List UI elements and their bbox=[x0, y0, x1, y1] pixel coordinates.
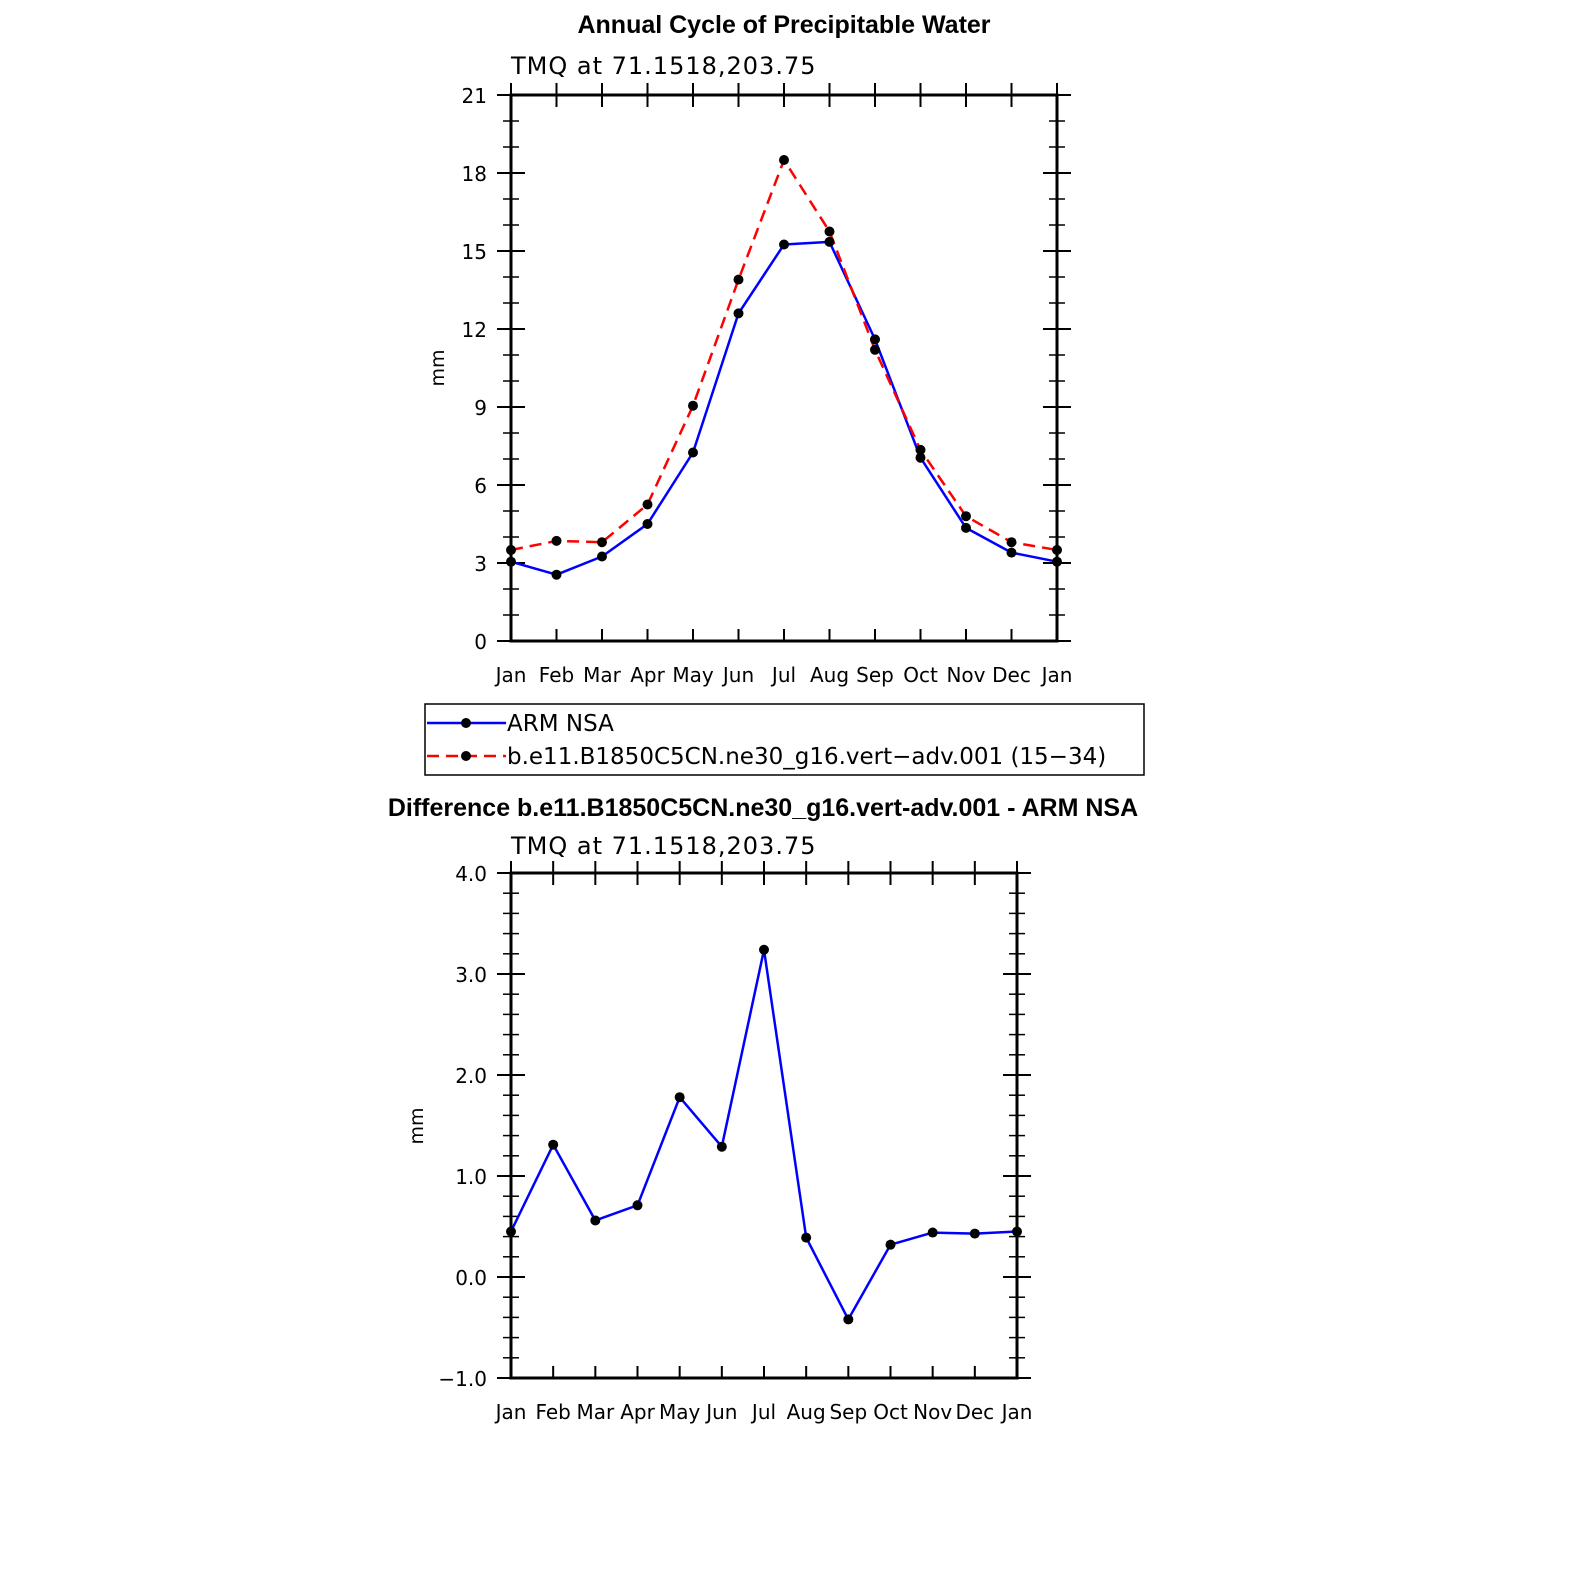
legend-label-model: b.e11.B1850C5CN.ne30_g16.vert−adv.001 (15−34) bbox=[507, 744, 1107, 770]
series-0-point bbox=[1007, 548, 1017, 558]
legend-label-arm-nsa: ARM NSA bbox=[507, 711, 614, 737]
x-tick-label: Sep bbox=[856, 663, 894, 687]
x-tick-label: Mar bbox=[576, 1400, 615, 1424]
series-0-point bbox=[759, 945, 769, 955]
plot-series bbox=[506, 945, 1022, 1325]
series-0-point bbox=[961, 523, 971, 533]
x-tick-label: Jan bbox=[495, 663, 527, 687]
series-1-point bbox=[1007, 537, 1017, 547]
series-0-point bbox=[928, 1228, 938, 1238]
annual-cycle-chart bbox=[425, 11, 1144, 775]
series-0-point bbox=[506, 1227, 516, 1237]
plot-axes bbox=[462, 83, 1073, 687]
series-0-point bbox=[1012, 1227, 1022, 1237]
series-0-point bbox=[597, 552, 607, 562]
y-tick-label: 6 bbox=[474, 474, 487, 498]
series-1-point bbox=[688, 401, 698, 411]
series-line-0 bbox=[511, 242, 1057, 575]
series-1-point bbox=[643, 500, 653, 510]
series-0-point bbox=[688, 448, 698, 458]
x-tick-label: Jan bbox=[1001, 1400, 1033, 1424]
y-tick-label: 12 bbox=[461, 318, 487, 342]
x-tick-label: Apr bbox=[630, 663, 665, 687]
x-tick-label: Feb bbox=[538, 663, 575, 687]
y-tick-label: 0 bbox=[474, 630, 487, 654]
x-tick-label: Jun bbox=[706, 1400, 738, 1424]
legend-marker-arm-nsa bbox=[461, 718, 471, 728]
y-tick-label: 3.0 bbox=[455, 963, 487, 987]
y-tick-label: −1.0 bbox=[438, 1367, 487, 1391]
series-1-point bbox=[1052, 545, 1062, 555]
x-tick-label: Oct bbox=[903, 663, 938, 687]
y-tick-label: 21 bbox=[461, 84, 487, 108]
x-tick-label: Jul bbox=[751, 1400, 777, 1424]
chart-subtitle: TMQ at 71.1518,203.75 bbox=[511, 832, 817, 860]
series-0-point bbox=[633, 1200, 643, 1210]
y-tick-label: 3 bbox=[474, 552, 487, 576]
series-line-1 bbox=[511, 160, 1057, 550]
x-tick-label: Aug bbox=[809, 663, 850, 687]
series-0-point bbox=[552, 570, 562, 580]
series-0-point bbox=[779, 240, 789, 250]
chart-subtitle: TMQ at 71.1518,203.75 bbox=[511, 52, 817, 80]
x-tick-label: Nov bbox=[946, 663, 986, 687]
x-tick-label: Oct bbox=[873, 1400, 908, 1424]
x-tick-label: Jan bbox=[495, 1400, 527, 1424]
x-tick-label: Jan bbox=[1041, 663, 1073, 687]
series-1-point bbox=[734, 275, 744, 285]
chart-title: Annual Cycle of Precipitable Water bbox=[577, 11, 991, 39]
series-0-point bbox=[643, 519, 653, 529]
y-tick-label: 0.0 bbox=[455, 1266, 487, 1290]
x-tick-label: Jul bbox=[771, 663, 797, 687]
chart-title: Difference b.e11.B1850C5CN.ne30_g16.vert-adv.001 - ARM NSA bbox=[387, 794, 1139, 822]
x-tick-label: May bbox=[672, 663, 714, 687]
series-0-point bbox=[843, 1314, 853, 1324]
x-tick-label: Dec bbox=[955, 1400, 995, 1424]
legend-marker-model bbox=[461, 751, 471, 761]
x-tick-label: Jun bbox=[722, 663, 755, 687]
plot-series bbox=[506, 155, 1062, 580]
series-0-point bbox=[970, 1229, 980, 1239]
y-tick-label: 1.0 bbox=[455, 1165, 487, 1189]
x-tick-label: Apr bbox=[620, 1400, 655, 1424]
series-0-point bbox=[870, 334, 880, 344]
x-tick-label: Sep bbox=[829, 1400, 868, 1424]
series-1-point bbox=[825, 227, 835, 237]
y-tick-label: 9 bbox=[474, 396, 487, 420]
series-0-point bbox=[548, 1140, 558, 1150]
series-1-point bbox=[961, 511, 971, 521]
series-0-point bbox=[506, 557, 516, 567]
series-0-point bbox=[825, 237, 835, 247]
x-tick-label: May bbox=[658, 1400, 701, 1424]
series-0-point bbox=[886, 1240, 896, 1250]
series-1-point bbox=[597, 537, 607, 547]
series-0-point bbox=[734, 308, 744, 318]
series-1-point bbox=[552, 536, 562, 546]
y-tick-label: 4.0 bbox=[455, 862, 487, 886]
series-0-point bbox=[801, 1233, 811, 1243]
series-0-point bbox=[717, 1142, 727, 1152]
series-1-point bbox=[779, 155, 789, 165]
legend-entry-model bbox=[427, 744, 1106, 770]
series-1-point bbox=[870, 345, 880, 355]
series-line-0 bbox=[511, 950, 1017, 1320]
legend bbox=[425, 704, 1144, 775]
x-tick-label: Nov bbox=[913, 1400, 953, 1424]
difference-chart bbox=[388, 794, 1138, 1424]
y-tick-label: 2.0 bbox=[455, 1064, 487, 1088]
series-0-point bbox=[1052, 557, 1062, 567]
series-0-point bbox=[590, 1215, 600, 1225]
y-axis-label: mm bbox=[406, 1107, 428, 1145]
y-tick-label: 15 bbox=[461, 240, 487, 264]
series-1-point bbox=[506, 545, 516, 555]
series-0-point bbox=[675, 1092, 685, 1102]
series-1-point bbox=[916, 445, 926, 455]
plot-axes bbox=[438, 861, 1032, 1424]
x-tick-label: Aug bbox=[786, 1400, 826, 1424]
x-tick-label: Feb bbox=[535, 1400, 571, 1424]
y-axis-label: mm bbox=[427, 349, 449, 387]
x-tick-label: Dec bbox=[992, 663, 1031, 687]
y-tick-label: 18 bbox=[461, 162, 487, 186]
x-tick-label: Mar bbox=[583, 663, 621, 687]
